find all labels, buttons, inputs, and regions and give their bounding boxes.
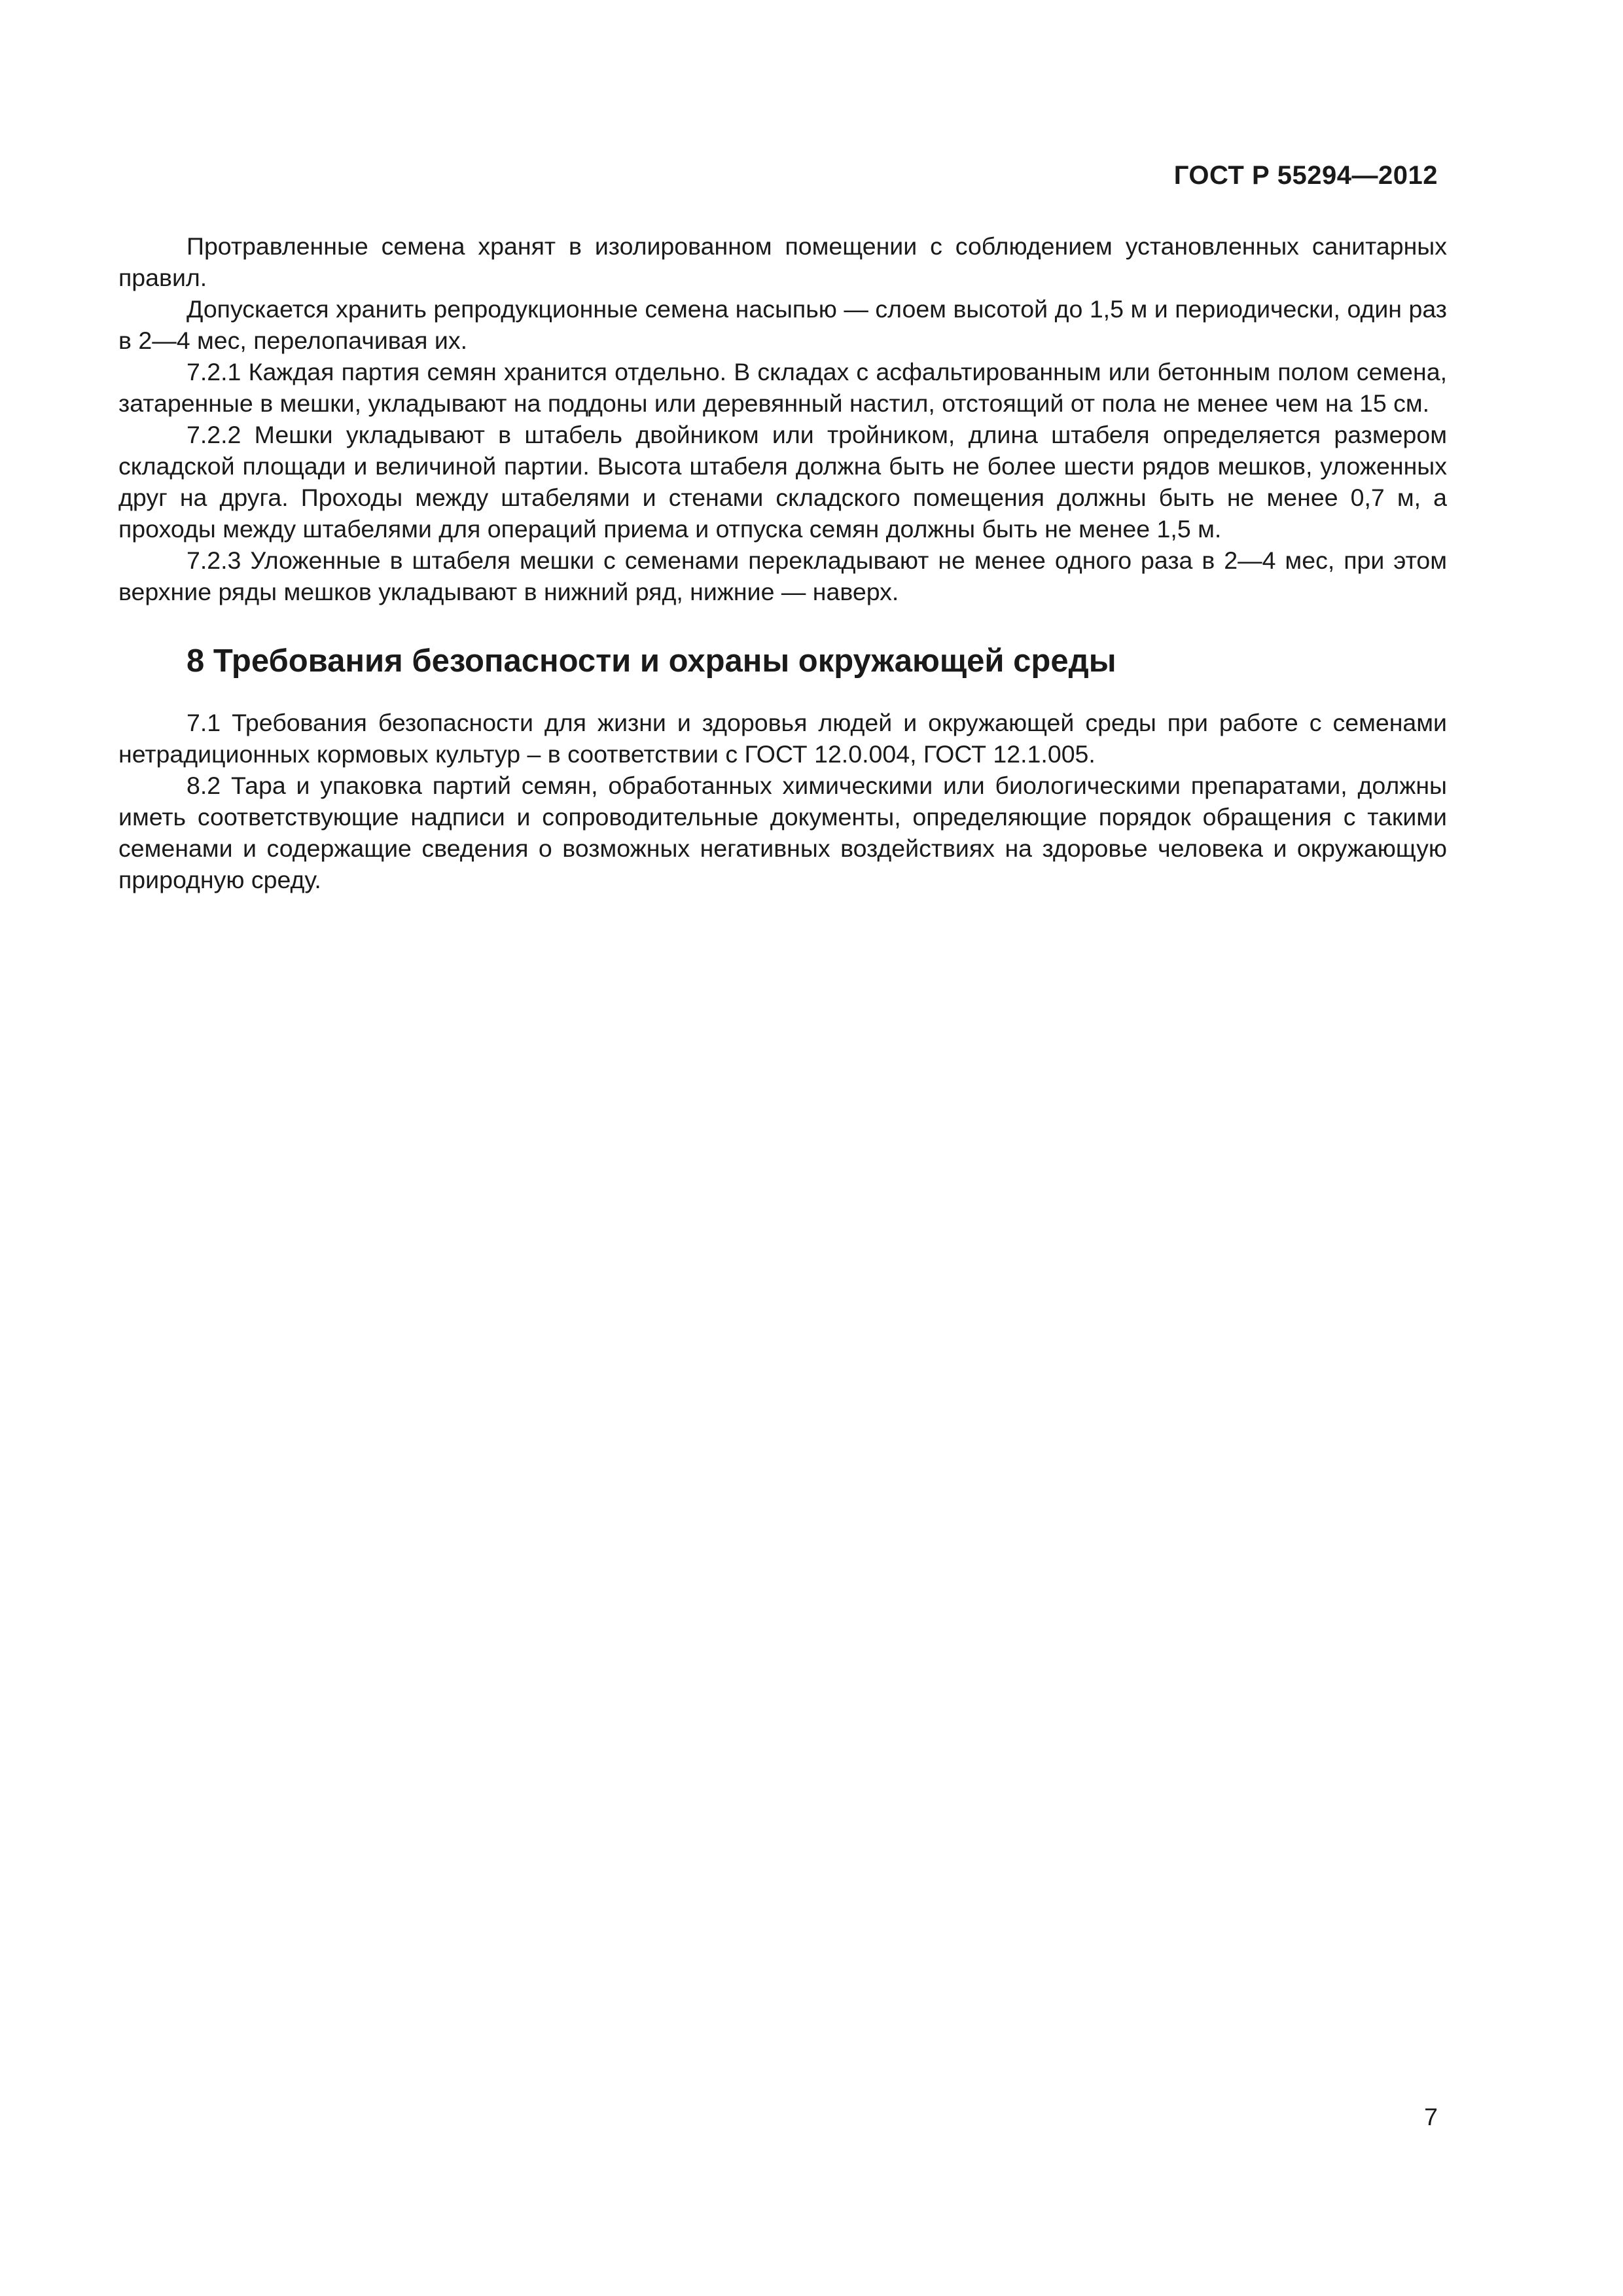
page-number: 7 [1424, 2103, 1438, 2130]
standard-code-header: ГОСТ Р 55294—2012 [1173, 161, 1438, 190]
paragraph-7-2-1: 7.2.1 Каждая партия семян хранится отдельно. В складах с асфальтированным или бетонным полом семена, затаренные в мешки, укладывают на поддоны или деревянный настил, отстоящий от пола не менее чем на 15 см. [118, 358, 1447, 417]
document-body [118, 230, 1447, 895]
paragraph-7-2-2: 7.2.2 Мешки укладывают в штабель двойником или тройником, длина штабеля определяется размером складской площади и величиной партии. Высота штабеля должна быть не более шести рядов мешков, уложенных друг на друга. Проходы между штабелями и стенами складского помещения должны быть не менее 0,7 м, а проходы между штабелями для операций приема и отпуска семян должны быть не менее 1,5 м. [118, 421, 1447, 543]
paragraph-8-2-packaging: 8.2 Тара и упаковка партий семян, обработанных химическими или биологическими препаратами, должны иметь соответствующие надписи и сопроводительные документы, определяющие порядок обращения с такими семенами и содержащие сведения о возможных негативных воздействиях на здоровье человека и окружающую природную среду. [118, 772, 1447, 893]
paragraph-7-2-3: 7.2.3 Уложенные в штабеля мешки с семенами перекладывают не менее одного раза в 2—4 мес, при этом верхние ряды мешков укладывают в нижний ряд, нижние — наверх. [118, 547, 1447, 605]
paragraph-bulk-storage: Допускается хранить репродукционные семена насыпью — слоем высотой до 1,5 м и периодически, один раз в 2—4 мес, перелопачивая их. [118, 295, 1447, 354]
paragraph-7-1-safety: 7.1 Требования безопасности для жизни и здоровья людей и окружающей среды при работе с семенами нетрадиционных кормовых культур – в соответствии с ГОСТ 12.0.004, ГОСТ 12.1.005. [118, 709, 1447, 768]
section-8-heading: 8 Требования безопасности и охраны окружающей среды [187, 643, 1116, 679]
paragraph-treated-seeds-storage: Протравленные семена хранят в изолированном помещении с соблюдением установленных санитарных правил. [118, 232, 1447, 291]
